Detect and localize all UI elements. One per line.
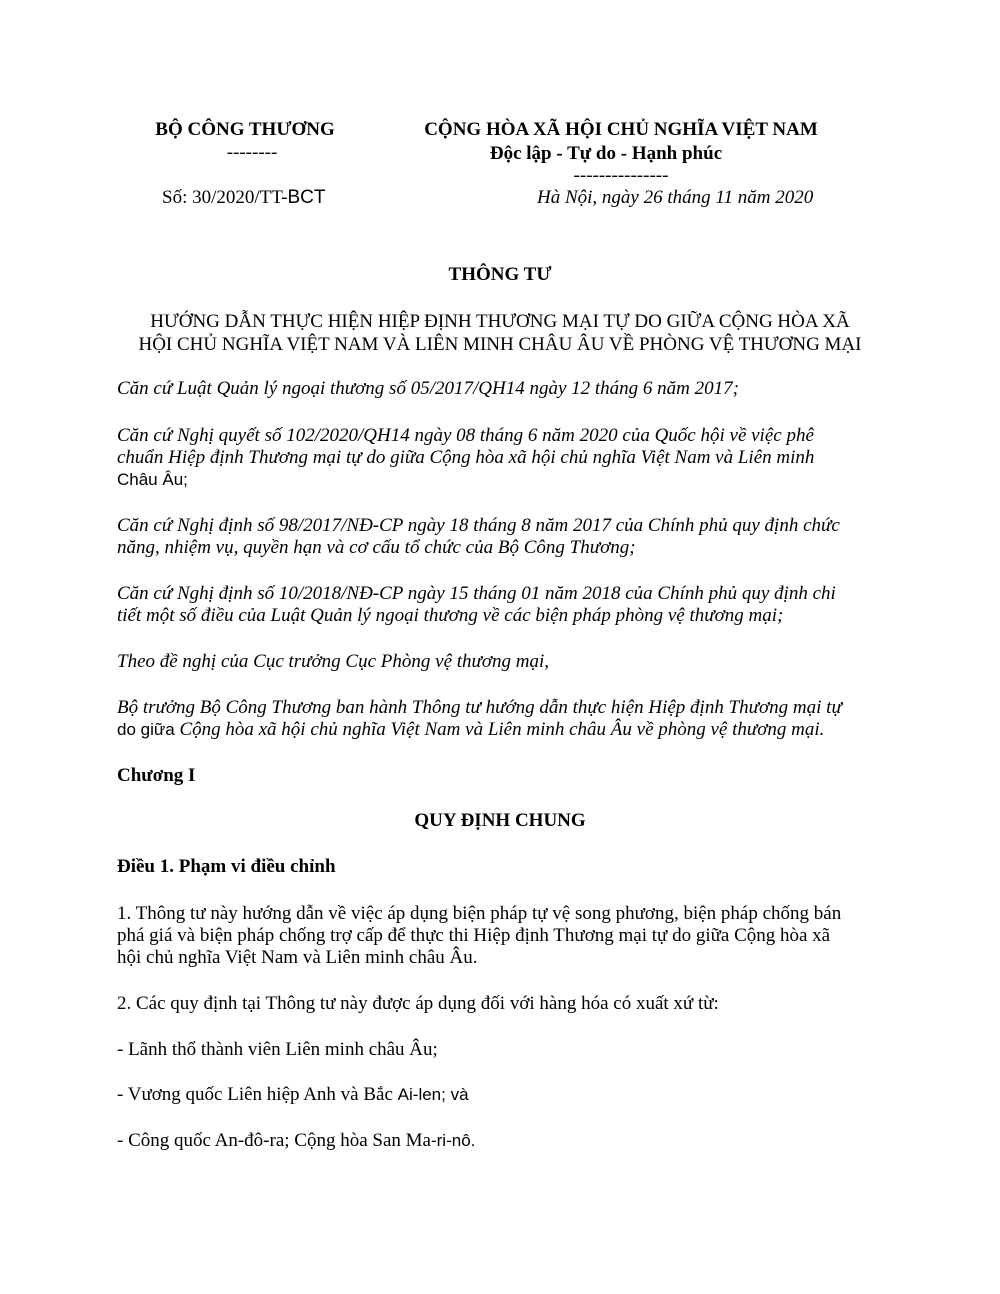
- agency-separator: --------: [226, 142, 278, 163]
- legal-basis-3-line-1: Căn cứ Nghị định số 98/2017/NĐ-CP ngày 18 tháng 8 năm 2017 của Chính phủ quy định chức: [117, 515, 840, 536]
- origin-item-andorra-serif: - Công quốc An-đô-ra; Cộng hòa San Ma: [117, 1130, 431, 1151]
- document-type: THÔNG TƯ: [448, 264, 552, 285]
- motto-separator: ---------------: [573, 165, 669, 186]
- issuance-statement-sans-part: do giữa: [117, 720, 175, 739]
- origin-item-san-marino-sans: -ri-nô.: [430, 1131, 476, 1150]
- origin-item-andorra-san-marino: [117, 1130, 475, 1152]
- origin-item-uk-serif: - Vương quốc Liên hiệp Anh và Bắc: [117, 1084, 398, 1105]
- subject-line-1: HƯỚNG DẪN THỰC HIỆN HIỆP ĐỊNH THƯƠNG MẠI TỰ DO GIỮA CỘNG HÒA XÃ: [150, 311, 850, 332]
- chapter-label: Chương I: [117, 765, 196, 786]
- legal-basis-1: Căn cứ Luật Quản lý ngoại thương số 05/2017/QH14 ngày 12 tháng 6 năm 2017;: [117, 378, 739, 399]
- legal-basis-4-line-2: tiết một số điều của Luật Quản lý ngoại thương về các biện pháp phòng vệ thương mại;: [117, 605, 784, 626]
- issuance-statement-line-2: [117, 719, 824, 741]
- subject-line-2: HỘI CHỦ NGHĨA VIỆT NAM VÀ LIÊN MINH CHÂU ÂU VỀ PHÒNG VỆ THƯƠNG MẠI: [138, 334, 862, 355]
- clause-1-line-1: 1. Thông tư này hướng dẫn về việc áp dụng biện pháp tự vệ song phương, biện pháp chống bán: [117, 903, 842, 924]
- clause-2: 2. Các quy định tại Thông tư này được áp dụng đối với hàng hóa có xuất xứ từ:: [117, 993, 719, 1014]
- document-number-suffix: BCT: [287, 187, 326, 208]
- legal-basis-2-line-1: Căn cứ Nghị quyết số 102/2020/QH14 ngày 08 tháng 6 năm 2020 của Quốc hội về việc phê: [117, 425, 814, 446]
- proposal-statement: Theo đề nghị của Cục trưởng Cục Phòng vệ thương mại,: [117, 651, 550, 672]
- document-number-prefix: Số: 30/2020/TT-: [162, 187, 288, 208]
- legal-basis-4-line-1: Căn cứ Nghị định số 10/2018/NĐ-CP ngày 15 tháng 01 năm 2018 của Chính phủ quy định chi: [117, 583, 836, 604]
- place-and-date: Hà Nội, ngày 26 tháng 11 năm 2020: [537, 187, 814, 208]
- legal-basis-3-line-2: năng, nhiệm vụ, quyền hạn và cơ cấu tổ chức của Bộ Công Thương;: [117, 537, 636, 558]
- national-motto: Độc lập - Tự do - Hạnh phúc: [489, 143, 723, 164]
- origin-item-uk: [117, 1084, 469, 1106]
- article-1-heading: Điều 1. Phạm vi điều chỉnh: [117, 856, 336, 877]
- origin-item-eu: - Lãnh thổ thành viên Liên minh châu Âu;: [117, 1039, 438, 1060]
- chapter-title: QUY ĐỊNH CHUNG: [414, 810, 586, 831]
- legal-basis-2-line-2: chuẩn Hiệp định Thương mại tự do giữa Cộng hòa xã hội chủ nghĩa Việt Nam và Liên minh: [117, 447, 815, 468]
- legal-basis-2-line-3: Châu Âu;: [117, 470, 188, 489]
- national-title: CỘNG HÒA XÃ HỘI CHỦ NGHĨA VIỆT NAM: [424, 119, 818, 140]
- clause-1-line-3: hội chủ nghĩa Việt Nam và Liên minh châu Âu.: [117, 947, 478, 968]
- document-number: [162, 187, 325, 209]
- issuance-statement-line-1: Bộ trưởng Bộ Công Thương ban hành Thông tư hướng dẫn thực hiện Hiệp định Thương mại tự: [117, 697, 842, 718]
- issuing-agency: BỘ CÔNG THƯƠNG: [155, 119, 335, 140]
- origin-item-uk-sans: Ai-len; và: [397, 1085, 469, 1104]
- clause-1-line-2: phá giá và biện pháp chống trợ cấp để thực thi Hiệp định Thương mại tự do giữa Cộng hòa xã: [117, 925, 831, 946]
- issuance-statement-italic-part: Cộng hòa xã hội chủ nghĩa Việt Nam và Liên minh châu Âu về phòng vệ thương mại.: [174, 719, 825, 740]
